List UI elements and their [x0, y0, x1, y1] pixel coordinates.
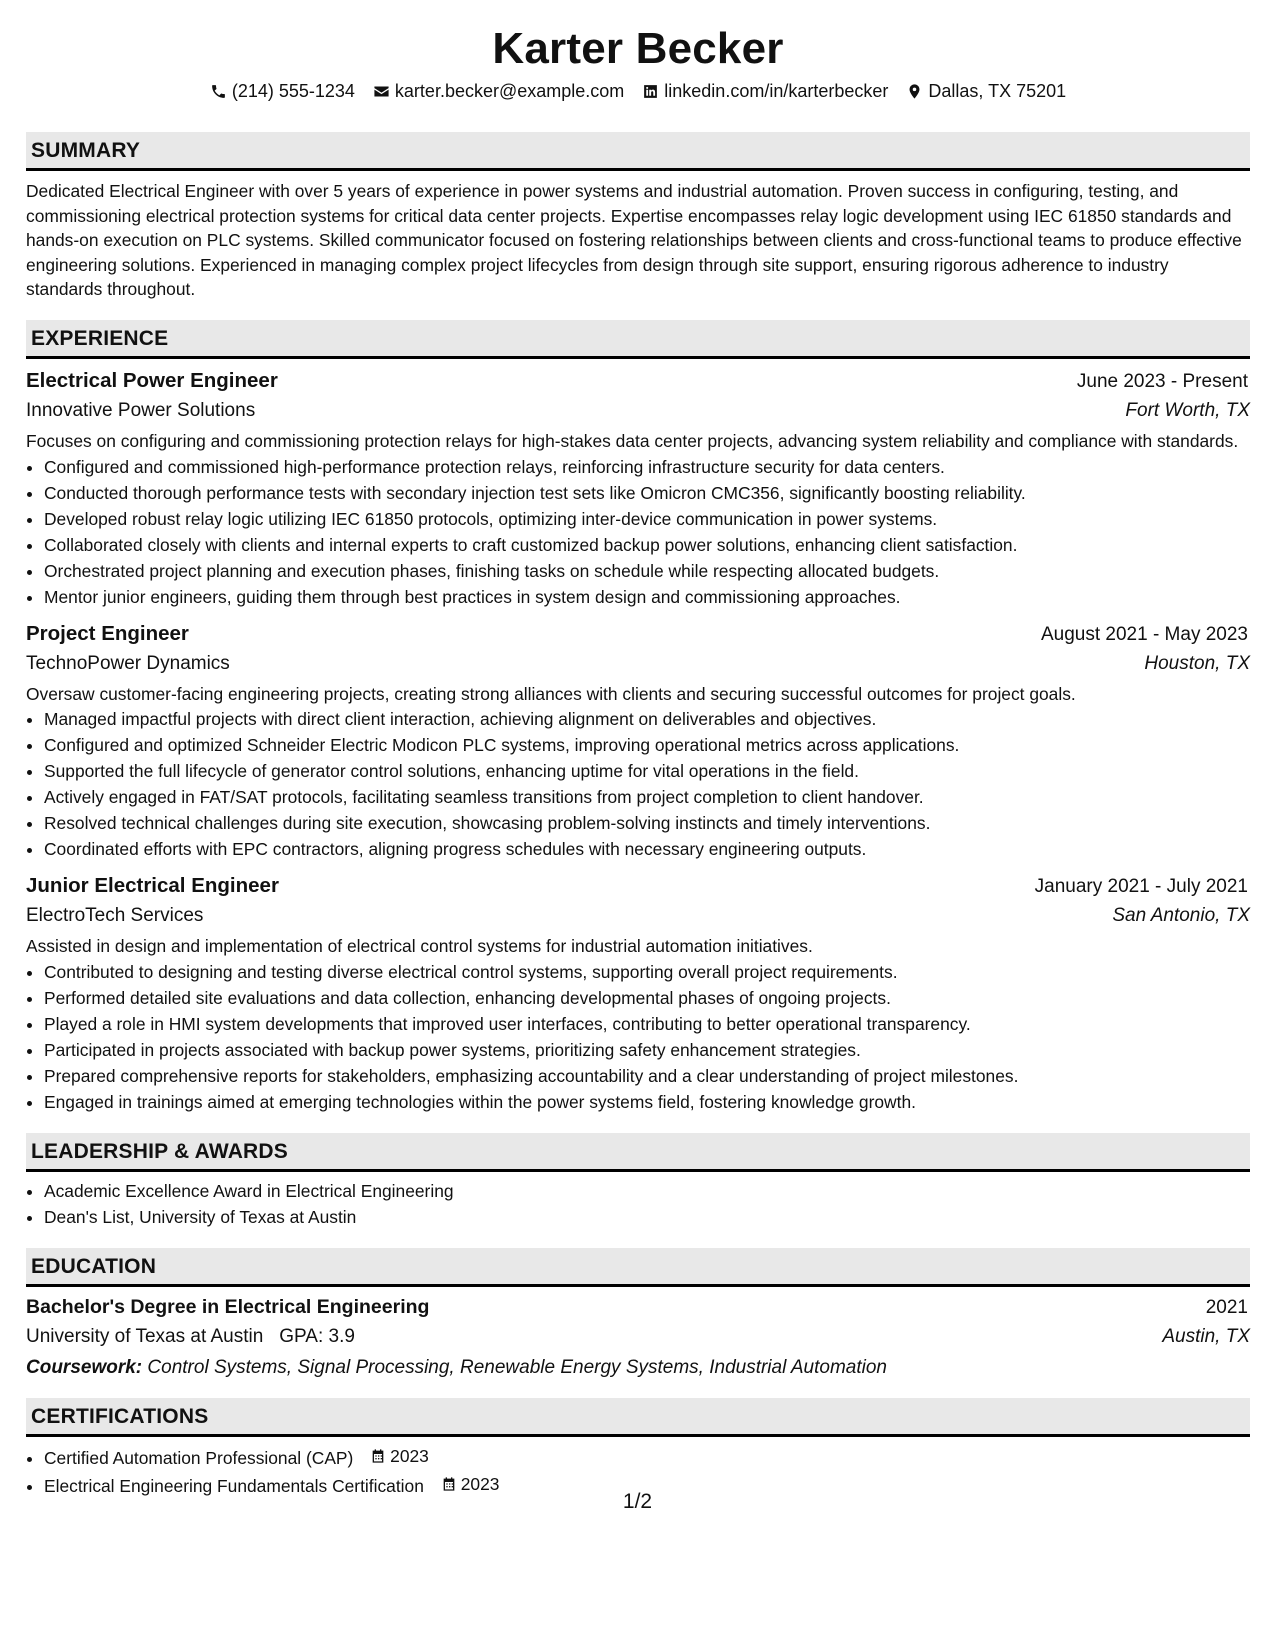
list-item	[44, 1443, 1250, 1471]
job-location: Fort Worth, TX	[1125, 399, 1250, 421]
job-bullets	[26, 706, 1250, 862]
page-number: 1/2	[622, 1490, 653, 1513]
cert-year: 2023	[460, 1473, 500, 1494]
awards-list	[26, 1178, 1250, 1230]
cert-name: Electrical Engineering Fundamentals Certification	[44, 1475, 424, 1496]
map-pin-icon	[906, 83, 923, 100]
job-description: Assisted in design and implementation of electrical control systems for industrial automation initiatives.	[26, 936, 813, 957]
list-item: • Played a role in HMI system developments that improved user interfaces, contributing to better operational transparency.	[44, 1011, 1250, 1037]
envelope-icon	[373, 83, 390, 100]
linkedin-text: linkedin.com/in/karterbecker	[664, 81, 889, 101]
calendar-icon	[370, 1448, 386, 1464]
company-name: Innovative Power Solutions	[26, 399, 256, 421]
job-bullets	[26, 959, 1250, 1115]
email-text: karter.becker@example.com	[394, 81, 625, 101]
education-heading: EDUCATION	[26, 1248, 1250, 1287]
list-item: • Mentor junior engineers, guiding them through best practices in system design and commissioning approaches.	[44, 584, 1250, 610]
list-item: • Academic Excellence Award in Electrical Engineering	[44, 1178, 1250, 1204]
contact-phone[interactable]	[210, 78, 355, 104]
linkedin-icon	[642, 83, 659, 100]
experience-heading: EXPERIENCE	[26, 320, 1250, 359]
certifications-heading: CERTIFICATIONS	[26, 1398, 1250, 1437]
coursework	[26, 1352, 1250, 1384]
list-item: • Participated in projects associated with backup power systems, prioritizing safety enhancement strategies.	[44, 1037, 1250, 1063]
school-location: Austin, TX	[1162, 1325, 1250, 1347]
job-title: Project Engineer	[26, 621, 189, 645]
list-item: • Collaborated closely with clients and internal experts to craft customized backup power solutions, enhancing client satisfaction.	[44, 532, 1250, 558]
cert-name: Certified Automation Professional (CAP)	[44, 1447, 354, 1468]
contact-linkedin[interactable]	[642, 78, 888, 104]
list-item: • Supported the full lifecycle of generator control solutions, enhancing uptime for vital operations in the field.	[44, 758, 1250, 784]
summary-heading: SUMMARY	[26, 132, 1250, 171]
job-bullets	[26, 454, 1250, 610]
education-entry	[26, 1293, 1250, 1384]
list-item: • Developed robust relay logic utilizing IEC 61850 protocols, optimizing inter-device communication in power systems.	[44, 506, 1250, 532]
list-item: • Dean's List, University of Texas at Austin	[44, 1204, 1250, 1230]
list-item: • Performed detailed site evaluations and data collection, enhancing developmental phases of ongoing projects.	[44, 985, 1250, 1011]
list-item: • Coordinated efforts with EPC contractors, aligning progress schedules with necessary engineering outputs.	[44, 836, 1250, 862]
contact-email[interactable]	[373, 78, 624, 104]
coursework-label: Coursework:	[26, 1356, 143, 1378]
job-dates: August 2021 - May 2023	[1040, 623, 1248, 645]
contact-location	[906, 78, 1066, 104]
list-item: • Managed impactful projects with direct client interaction, achieving alignment on deliverables and objectives.	[44, 706, 1250, 732]
location-text: Dallas, TX 75201	[928, 81, 1067, 101]
summary-text: Dedicated Electrical Engineer with over 5 years of experience in power systems and industrial automation. Proven success in configuring, testing, and commissioning electrical protection systems for critical data center projects. Expertise encompasses relay logic development using IEC 61850 standards and hands-on execution on PLC systems. Skilled communicator focused on fostering relationships between clients and cross-functional teams to produce effective engineering solutions. Experienced in managing complex project lifecycles from design through site support, ensuring rigorous adherence to industry standards throughout.	[26, 181, 1242, 300]
job-entry	[26, 367, 1250, 610]
job-title: Electrical Power Engineer	[26, 368, 278, 392]
job-dates: June 2023 - Present	[1076, 370, 1248, 392]
phone-icon	[210, 83, 227, 100]
list-item: • Orchestrated project planning and execution phases, finishing tasks on schedule while respecting allocated budgets.	[44, 558, 1250, 584]
list-item: • Engaged in trainings aimed at emerging technologies within the power systems field, fostering knowledge growth.	[44, 1089, 1250, 1115]
job-dates: January 2021 - July 2021	[1034, 876, 1248, 898]
phone-text: (214) 555-1234	[231, 81, 355, 101]
cert-year: 2023	[390, 1445, 429, 1466]
company-name: ElectroTech Services	[26, 905, 204, 927]
gpa: GPA: 3.9	[279, 1325, 355, 1347]
list-item: • Configured and optimized Schneider Electric Modicon PLC systems, improving operational metrics across applications.	[44, 732, 1250, 758]
cert-date	[370, 1443, 429, 1469]
job-title: Junior Electrical Engineer	[26, 874, 279, 898]
company-name: TechnoPower Dynamics	[26, 652, 230, 674]
job-entry	[26, 620, 1250, 863]
job-location: San Antonio, TX	[1112, 905, 1250, 927]
resume-page	[26, 0, 1250, 1499]
contact-bar	[26, 78, 1250, 104]
graduation-year: 2021	[1205, 1296, 1248, 1318]
list-item: • Resolved technical challenges during site execution, showcasing problem-solving instincts and timely interventions.	[44, 810, 1250, 836]
coursework-list: Control Systems, Signal Processing, Renewable Energy Systems, Industrial Automation	[147, 1356, 888, 1378]
list-item: • Prepared comprehensive reports for stakeholders, emphasizing accountability and a clear understanding of project milestones.	[44, 1063, 1250, 1089]
candidate-name: Karter Becker	[492, 24, 784, 73]
job-entry	[26, 872, 1250, 1115]
list-item: • Actively engaged in FAT/SAT protocols, facilitating seamless transitions from project completion to client handover.	[44, 784, 1250, 810]
job-description: Focuses on configuring and commissioning protection relays for high-stakes data center projects, advancing system reliability and compliance with standards.	[26, 430, 1239, 451]
list-item: • Contributed to designing and testing diverse electrical control systems, supporting overall project requirements.	[44, 959, 1250, 985]
job-location: Houston, TX	[1144, 652, 1250, 674]
awards-heading: LEADERSHIP & AWARDS	[26, 1133, 1250, 1172]
list-item: • Configured and commissioned high-performance protection relays, reinforcing infrastructure security for data centers.	[44, 454, 1250, 480]
school-name: University of Texas at Austin	[26, 1325, 264, 1347]
degree-title: Bachelor's Degree in Electrical Engineering	[26, 1295, 430, 1318]
job-description: Oversaw customer-facing engineering projects, creating strong alliances with clients and securing successful outcomes for project goals.	[26, 683, 1076, 704]
list-item: • Conducted thorough performance tests with secondary injection test sets like Omicron CMC356, significantly boosting reliability.	[44, 480, 1250, 506]
